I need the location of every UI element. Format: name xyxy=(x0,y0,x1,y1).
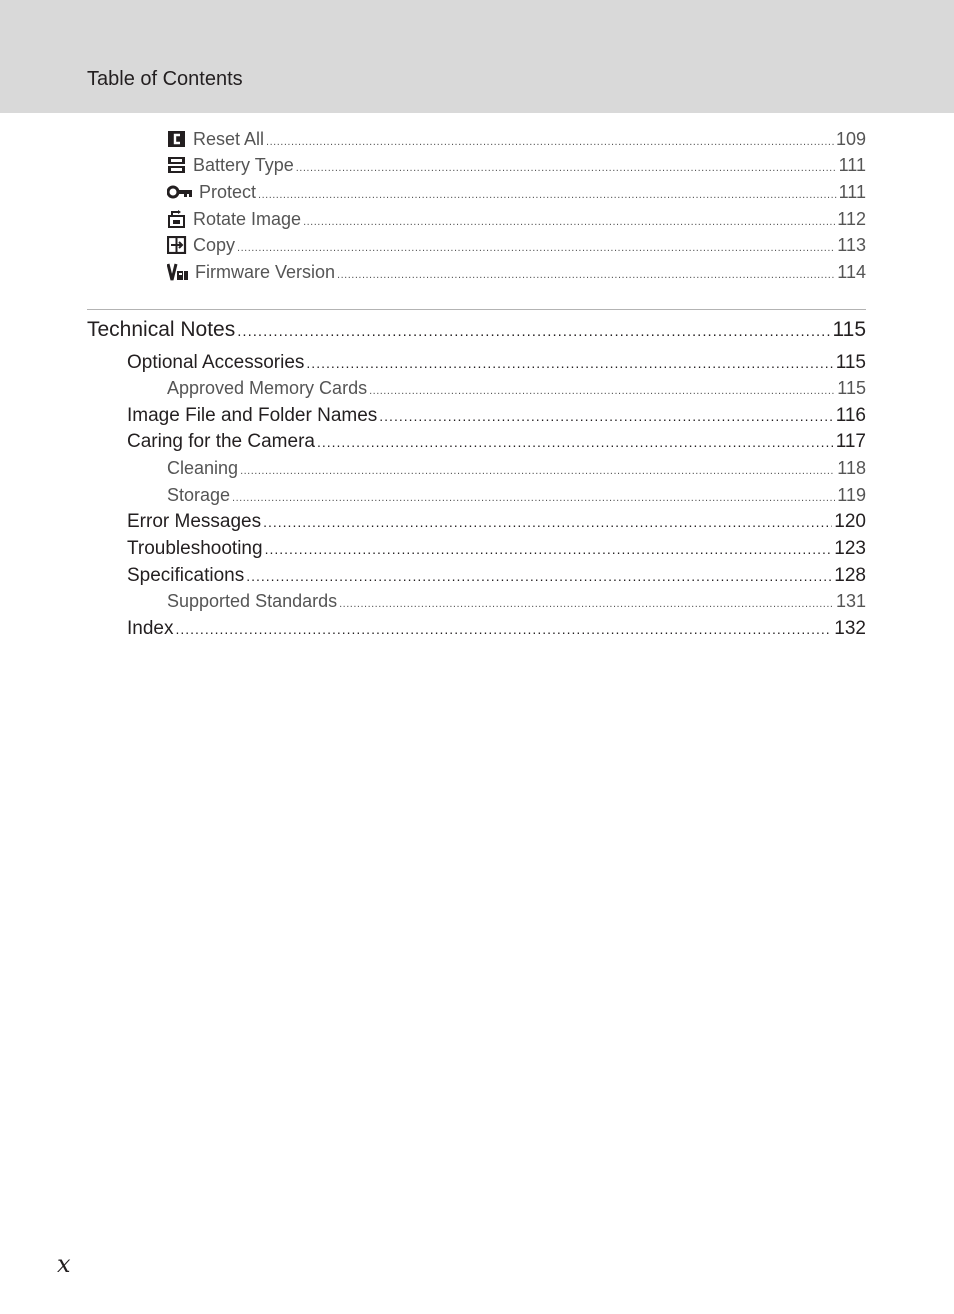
toc-page-number: 118 xyxy=(837,458,866,478)
toc-page-number: 128 xyxy=(834,565,866,586)
toc-label: Index xyxy=(127,618,174,639)
battery-type-icon xyxy=(167,156,187,174)
toc-entry-cleaning[interactable] xyxy=(167,458,866,479)
toc-page-number: 112 xyxy=(837,209,866,229)
toc-label: Troubleshooting xyxy=(127,538,263,559)
toc-entry-supported-standards[interactable] xyxy=(167,591,866,612)
reset-all-icon xyxy=(167,130,187,148)
toc-page-number: 114 xyxy=(837,262,866,282)
toc-entry-firmware-version[interactable] xyxy=(167,260,866,283)
toc-page-number: 132 xyxy=(834,618,866,639)
toc-entry-reset-all[interactable] xyxy=(167,127,866,150)
toc-label: Protect xyxy=(199,182,257,202)
toc-page-number: 119 xyxy=(837,485,866,505)
toc-entry-optional-accessories[interactable] xyxy=(127,352,866,374)
toc-entry-troubleshooting[interactable] xyxy=(127,538,866,560)
rotate-image-icon xyxy=(167,210,187,228)
header-band xyxy=(0,0,954,113)
toc-section-technical-notes[interactable] xyxy=(87,318,866,342)
toc-entry-error-messages[interactable] xyxy=(127,511,866,533)
toc-label: Technical Notes xyxy=(87,318,236,341)
section-divider xyxy=(87,309,866,310)
toc-label: Cleaning xyxy=(167,458,239,478)
toc-label: Specifications xyxy=(127,565,245,586)
toc-page-number: 115 xyxy=(837,378,866,398)
toc-label: Reset All xyxy=(193,129,265,149)
toc-label: Copy xyxy=(193,235,236,255)
toc-entry-battery-type[interactable] xyxy=(167,153,866,176)
toc-label: Battery Type xyxy=(193,155,294,175)
toc-page-number: 115 xyxy=(832,318,866,341)
toc-entry-image-file-folder-names[interactable] xyxy=(127,405,866,427)
page-number: x xyxy=(57,1250,71,1278)
firmware-version-icon xyxy=(167,263,189,281)
toc-page-number: 131 xyxy=(835,591,866,611)
toc-page-number: 120 xyxy=(834,511,866,532)
toc-page-number: 117 xyxy=(835,431,866,452)
toc-label: Storage xyxy=(167,485,231,505)
toc-entry-protect[interactable] xyxy=(167,180,866,203)
toc-entry-storage[interactable] xyxy=(167,485,866,506)
copy-icon xyxy=(167,236,187,254)
toc-page-number: 111 xyxy=(838,182,866,202)
toc-label: Firmware Version xyxy=(195,262,336,282)
protect-key-icon xyxy=(167,183,193,201)
toc-label: Approved Memory Cards xyxy=(167,378,368,398)
toc-page-number: 109 xyxy=(835,129,866,149)
toc-page-number: 111 xyxy=(838,155,866,175)
toc-entry-copy[interactable] xyxy=(167,233,866,256)
toc-entry-caring-for-camera[interactable] xyxy=(127,431,866,453)
toc-page-number: 123 xyxy=(834,538,866,559)
toc-page-number: 113 xyxy=(837,235,866,255)
toc-entry-specifications[interactable] xyxy=(127,565,866,587)
toc-entry-index[interactable] xyxy=(127,618,866,640)
page-title: Table of Contents xyxy=(87,68,243,90)
toc-entry-approved-memory-cards[interactable] xyxy=(167,378,866,399)
toc-page-number: 115 xyxy=(835,352,866,373)
toc-label: Rotate Image xyxy=(193,209,302,229)
toc-label: Caring for the Camera xyxy=(127,431,315,452)
toc-page-number: 116 xyxy=(835,405,866,426)
toc-label: Image File and Folder Names xyxy=(127,405,378,426)
toc-label: Optional Accessories xyxy=(127,352,305,373)
toc-entry-rotate-image[interactable] xyxy=(167,207,866,230)
toc-label: Supported Standards xyxy=(167,591,338,611)
toc-label: Error Messages xyxy=(127,511,262,532)
